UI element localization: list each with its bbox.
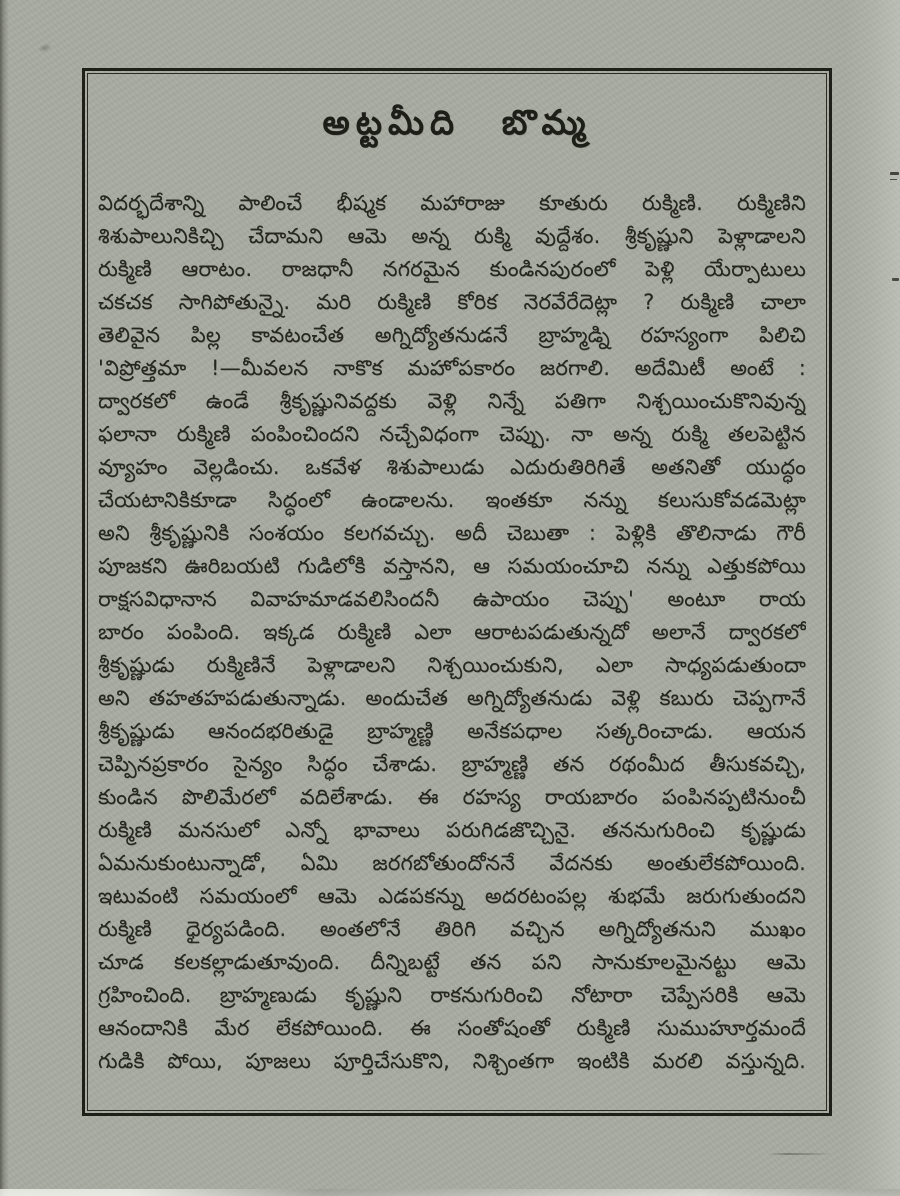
text-line: శిశుపాలునికిచ్చి చేదామని ఆమె అన్న రుక్మి వుద్దేశం. శ్రీకృష్ణుని పెళ్లాడాలని (98, 224, 806, 248)
text-line: అని శ్రీకృష్ణునికి సంశయం కలగవచ్చు. అదీ చెబుతా : పెళ్లికి తొలినాడు గౌరీ (98, 521, 806, 545)
text-line: రుక్మిణి ఆరాటం. రాజధానీ నగరమైన కుండినపురంలో పెళ్లి యేర్పాటులు (98, 257, 806, 281)
margin-mark-artifact (890, 172, 899, 175)
text-line: బారం పంపింది. ఇక్కడ రుక్మిణి ఎలా ఆరాటపడుతున్నదో అలానే ద్వారకలో (98, 620, 806, 644)
text-line: వ్యూహం వెల్లడించు. ఒకవేళ శిశుపాలుడు ఎదురుతిరిగితే అతనితో యుద్ధం (98, 455, 806, 479)
text-line: చేయటానికికూడా సిద్ధంలో ఉండాలను. ఇంతకూ నన్ను కలుసుకోవడమెట్లా (98, 488, 806, 512)
text-line: అని తహతహపడుతున్నాడు. అందుచేత అగ్నిద్యోతనుడు వెళ్లి కబురు చెప్పగానే (98, 686, 806, 710)
text-line: 'విప్రోత్తమా !—మీవలన నాకొక మహోపకారం జరగాలి. అదేమిటీ అంటే : (98, 356, 806, 380)
page-border-frame (82, 68, 832, 1116)
text-line: కుండిన పొలిమేరలో వదిలేశాడు. ఈ రహస్య రాయబారం పంపినప్పటినుంచీ (98, 785, 806, 809)
text-line: గ్రహించింది. బ్రాహ్మణుడు కృష్ణుని రాకనుగురించి నోటారా చెప్పేసరికి ఆమె (98, 983, 806, 1007)
ink-smudge-artifact (37, 42, 53, 54)
text-line: ఆనందానికి మేర లేకపోయింది. ఈ సంతోషంతో రుక్మిణి సుముహూర్తమందే (98, 1016, 806, 1040)
margin-mark-artifact (892, 278, 899, 281)
text-line: ఏమనుకుంటున్నాడో, ఏమి జరగబోతుందోననే వేదనకు అంతులేకపోయింది. (98, 851, 806, 875)
text-line: ఇటువంటి సమయంలో ఆమె ఎడపకన్ను అదరటంపల్ల శుభమే జరుగుతుందని (98, 884, 806, 908)
text-line: గుడికి పోయి, పూజలు పూర్తిచేసుకొని, నిశ్చింతగా ఇంటికి మరలి వస్తున్నది. (98, 1049, 806, 1073)
text-line: రాక్షసవిధానాన వివాహమాడవలిసిందనీ ఉపాయం చెప్పు' అంటూ రాయ (98, 587, 806, 611)
page-bottom-edge (0, 1189, 900, 1196)
text-line: శ్రీకృష్ణుడు రుక్మిణినే పెళ్లాడాలని నిశ్చయించుకుని, ఎలా సాధ్యపడుతుందా (98, 653, 806, 677)
page-title: అట్టమీది బొమ్మ (322, 103, 592, 143)
text-line: విదర్భదేశాన్ని పాలించే భీష్మక మహారాజు కూతురు రుక్మిణి. రుక్మిణిని (98, 191, 806, 215)
text-line: ఫలానా రుక్మిణి పంపించిందని నచ్చేవిధంగా చెప్పు. నా అన్న రుక్మి తలపెట్టిన (98, 422, 806, 446)
text-line: తెలివైన పిల్ల కావటంచేత అగ్నిద్యోతనుడనే బ్రాహ్మడ్ని రహస్యంగా పిలిచి (98, 323, 806, 347)
text-line: రుక్మిణి ధైర్యపడింది. అంతలోనే తిరిగి వచ్చిన అగ్నిద్యోతనుని ముఖం (98, 917, 806, 941)
text-line: చకచక సాగిపోతున్నై. మరి రుక్మిణి కోరిక నెరవేరేదెట్లా ? రుక్మిణి చాలా (98, 290, 806, 314)
text-line: చూడ కలకల్లాడుతూవుంది. దీన్నిబట్టే తన పని సానుకూలమైనట్టు ఆమె (98, 950, 806, 974)
text-line: పూజకని ఊరిబయటి గుడిలోకి వస్తానని, ఆ సమయంచూచి నన్ను ఎత్తుకపోయి (98, 554, 806, 578)
text-line: రుక్మిణి మనసులో ఎన్నో భావాలు పరుగిడజొచ్చినై. తననుగురించి కృష్ణుడు (98, 818, 806, 842)
text-line: చెప్పినప్రకారం సైన్యం సిద్ధం చేశాడు. బ్రాహ్మణ్ణి తన రథంమీద తీసుకవచ్చి, (98, 752, 806, 776)
text-line: ద్వారకలో ఉండే శ్రీకృష్ణునివద్దకు వెళ్లి నిన్నే పతిగా నిశ్చయించుకొనివున్న (98, 389, 806, 413)
text-line: శ్రీకృష్ణుడు ఆనందభరితుడై బ్రాహ్మణ్ణి అనేకపధాల సత్కరించాడు. ఆయన (98, 719, 806, 743)
scratch-artifact (768, 1153, 832, 1155)
story-body (85, 187, 829, 1078)
